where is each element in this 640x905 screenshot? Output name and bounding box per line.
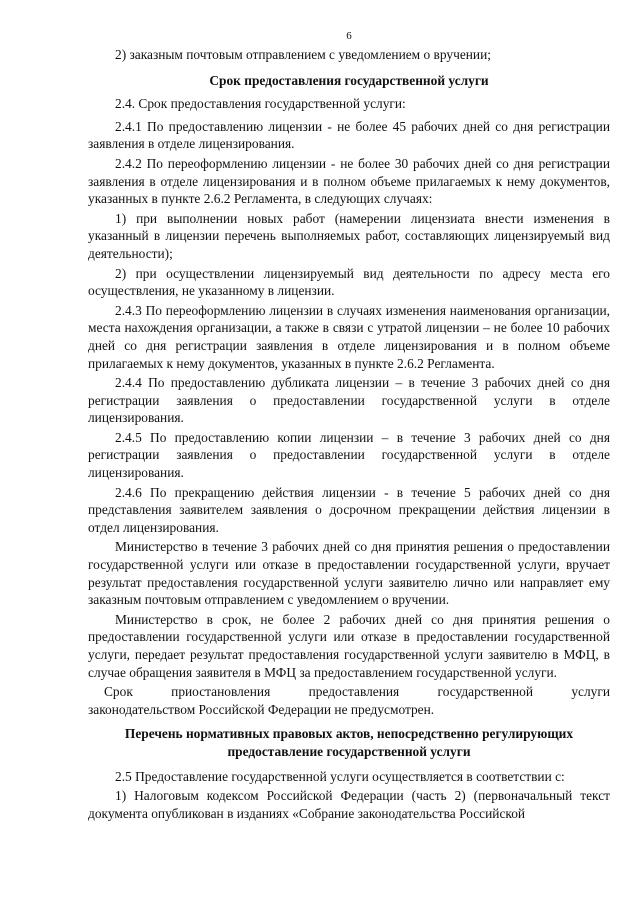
paragraph-2-4-2: 2.4.2 По переоформлению лицензии - не более 30 рабочих дней со дня регистрации заявления в отделе лицензирования и в полном объеме прилагаемых к нему документов, указанных в пункте 2.6.2 Регламента, в следующих случаях: (88, 155, 610, 207)
paragraph-2-5-intro: 2.5 Предоставление государственной услуги осуществляется в соответствии с: (115, 768, 565, 784)
paragraph-suspension-line2: законодательством Российской Федерации не предусмотрен. (88, 701, 435, 717)
suspension-word: государственной (437, 684, 533, 700)
page-number: 6 (346, 30, 352, 42)
paragraph-2-4-2-item-2: 2) при осуществлении лицензируемый вид деятельности по адресу места его осуществления, не указанному в лицензии. (88, 265, 610, 299)
legal-acts-heading-line-1: Перечень нормативных правовых актов, непосредственно регулирующих (124, 726, 574, 742)
paragraph-2-4-4: 2.4.4 По предоставлению дубликата лицензии – в течение 3 рабочих дней со дня регистрации заявления о предоставлении государственной услуги в отделе лицензирования. (88, 375, 610, 426)
paragraph-mail-delivery: 2) заказным почтовым отправлением с уведомлением о вручении; (115, 47, 491, 62)
section-heading-term: Срок предоставления государственной услуги (209, 72, 489, 88)
paragraph-ministry-delivery: Министерство в течение 3 рабочих дней со дня принятия решения о предоставлении государственной услуги или отказе в предоставлении государственной услуги, вручает результат предоставления государственной услуги заявителю лично или направляет ему заказным почтовым отправлением с уведомлением о вручении. (88, 539, 610, 608)
paragraph-2-4-1: 2.4.1 По предоставлению лицензии - не более 45 рабочих дней со дня регистрации заявления в отделе лицензирования. (88, 118, 610, 152)
suspension-word: приостановления (171, 684, 271, 700)
legal-acts-heading-line-2: предоставление государственной услуги (227, 743, 471, 759)
paragraph-suspension-line1 (88, 683, 610, 701)
suspension-word: Срок (104, 684, 133, 700)
suspension-word: услуги (571, 684, 610, 700)
paragraph-ministry-mfc: Министерство в срок, не более 2 рабочих дней со дня принятия решения о предоставлении государственной услуги или отказе в предоставлении государственной услуги, передает результат предоставления государственной услуги заявителю в МФЦ, в случае обращения заявителя в МФЦ за предоставлением государственной услуги. (88, 611, 610, 680)
suspension-word: предоставления (308, 684, 400, 700)
paragraph-2-4-6: 2.4.6 По прекращению действия лицензии - в течение 5 рабочих дней со дня представления заявителем заявления о досрочном прекращении действия лицензии в отдел лицензирования. (88, 484, 610, 535)
paragraph-2-4-intro: 2.4. Срок предоставления государственной услуги: (115, 96, 406, 112)
section-heading-legal-acts (88, 725, 610, 760)
paragraph-2-5-item-1: 1) Налоговым кодексом Российской Федерации (часть 2) (первоначальный текст документа опубликован в изданиях «Собрание законодательства Российской (88, 788, 610, 821)
paragraph-2-4-3: 2.4.3 По переоформлению лицензии в случаях изменения наименования организации, места нахождения организации, а также в связи с утратой лицензии – не более 10 рабочих дней со дня регистрации заявления в отделе лицензирования и в полном объеме прилагаемых к нему документов, указанных в пункте 2.6.2 Регламента. (88, 302, 610, 371)
paragraph-2-4-5: 2.4.5 По предоставлению копии лицензии – в течение 3 рабочих дней со дня регистрации заявления о предоставлении государственной услуги в отделе лицензирования. (88, 429, 610, 481)
paragraph-2-4-2-item-1: 1) при выполнении новых работ (намерении лицензиата внести изменения в указанный в лицензии перечень выполняемых работ, составляющих лицензируемый вид деятельности); (88, 210, 610, 261)
document-page (88, 30, 610, 822)
